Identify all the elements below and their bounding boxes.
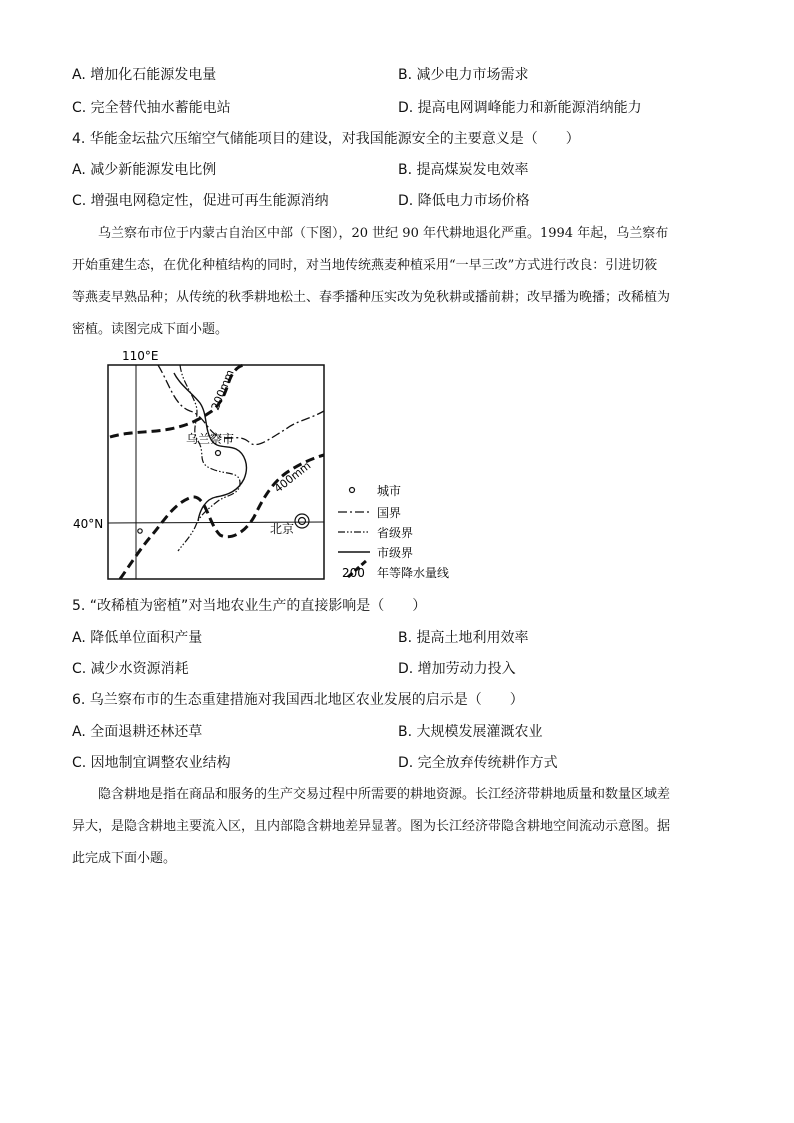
- q3-option-a: A. 增加化石能源发电量: [72, 67, 217, 83]
- lon-label: 110°E: [122, 349, 159, 363]
- q5-option-b: B. 提高土地利用效率: [398, 630, 529, 646]
- q4-option-b: B. 提高煤炭发电效率: [398, 162, 529, 178]
- q4-option-c: C. 增强电网稳定性，促进可再生能源消纳: [72, 193, 329, 209]
- ulanqab-label: 乌兰察市: [186, 432, 235, 446]
- passage-line: 隐含耕地是指在商品和服务的生产交易过程中所需要的耕地资源。长江经济带耕地质量和数量区域差: [98, 787, 671, 802]
- q5-option-d: D. 增加劳动力投入: [398, 661, 516, 677]
- iso200-label: 200mm: [208, 367, 237, 413]
- q6-stem: 6. 乌兰察布市的生态重建措施对我国西北地区农业发展的启示是（ ）: [72, 692, 524, 708]
- legend-city-label: 城市: [377, 484, 402, 498]
- national-border: [158, 365, 324, 445]
- beijing-capital-icon: [295, 514, 309, 528]
- legend-city-border-label: 市级界: [377, 546, 414, 560]
- q5-option-c: C. 减少水资源消耗: [72, 661, 189, 677]
- q4-option-d: D. 降低电力市场价格: [398, 193, 530, 209]
- passage-line: 异大，是隐含耕地主要流入区，且内部隐含耕地差异显著。图为长江经济带隐含耕地空间流动示意图。据: [72, 819, 671, 834]
- map-legend: [338, 484, 449, 580]
- q3-option-b: B. 减少电力市场需求: [398, 67, 529, 83]
- q5-option-a: A. 降低单位面积产量: [72, 630, 203, 646]
- legend-provincial-label: 省级界: [377, 526, 414, 540]
- ulanqab-map-figure: [73, 345, 470, 585]
- lat-label: 40°N: [73, 517, 104, 531]
- legend-city-icon: [350, 488, 355, 493]
- q6-option-c: C. 因地制宜调整农业结构: [72, 755, 231, 771]
- legend-isohyet-label: 年等降水量线: [377, 566, 450, 580]
- q6-option-b: B. 大规模发展灌溉农业: [398, 724, 543, 740]
- ulanqab-map: [73, 345, 470, 585]
- q4-option-a: A. 减少新能源发电比例: [72, 162, 217, 178]
- passage-line: 乌兰察布市位于内蒙古自治区中部（下图），20 世纪 90 年代耕地退化严重。1994 年起，乌兰察布: [98, 226, 669, 241]
- beijing-label: 北京: [270, 522, 295, 536]
- passage-line: 等燕麦早熟品种；从传统的秋季耕地松土、春季播种压实改为免秋耕或播前耕；改早播为晚播；改稀植为: [72, 290, 671, 305]
- q6-option-a: A. 全面退耕还林还草: [72, 724, 203, 740]
- q5-stem: 5. “改稀植为密植”对当地农业生产的直接影响是（ ）: [72, 598, 427, 614]
- passage-ulanqab: [72, 218, 724, 346]
- q3-option-d: D. 提高电网调峰能力和新能源消纳能力: [398, 100, 642, 116]
- legend-national-label: 国界: [377, 506, 402, 520]
- passage-implicit-farmland: [72, 779, 724, 875]
- q4-stem: 4. 华能金坛盐穴压缩空气储能项目的建设，对我国能源安全的主要意义是（ ）: [72, 131, 580, 147]
- passage-line: 此完成下面小题。: [72, 851, 177, 866]
- iso400-label: 400mm: [271, 458, 314, 496]
- q3-option-c: C. 完全替代抽水蓄能电站: [72, 100, 231, 116]
- passage-line: 密植。读图完成下面小题。: [72, 322, 229, 337]
- passage-line: 开始重建生态，在优化种植结构的同时，对当地传统燕麦种植采用“一早三改”方式进行改良：引进切筱: [72, 258, 658, 273]
- ulanqab-city-icon: [216, 451, 221, 456]
- q6-option-d: D. 完全放弃传统耕作方式: [398, 755, 558, 771]
- city-point-icon: [138, 529, 142, 533]
- legend-isohyet-prefix: 200: [342, 566, 365, 580]
